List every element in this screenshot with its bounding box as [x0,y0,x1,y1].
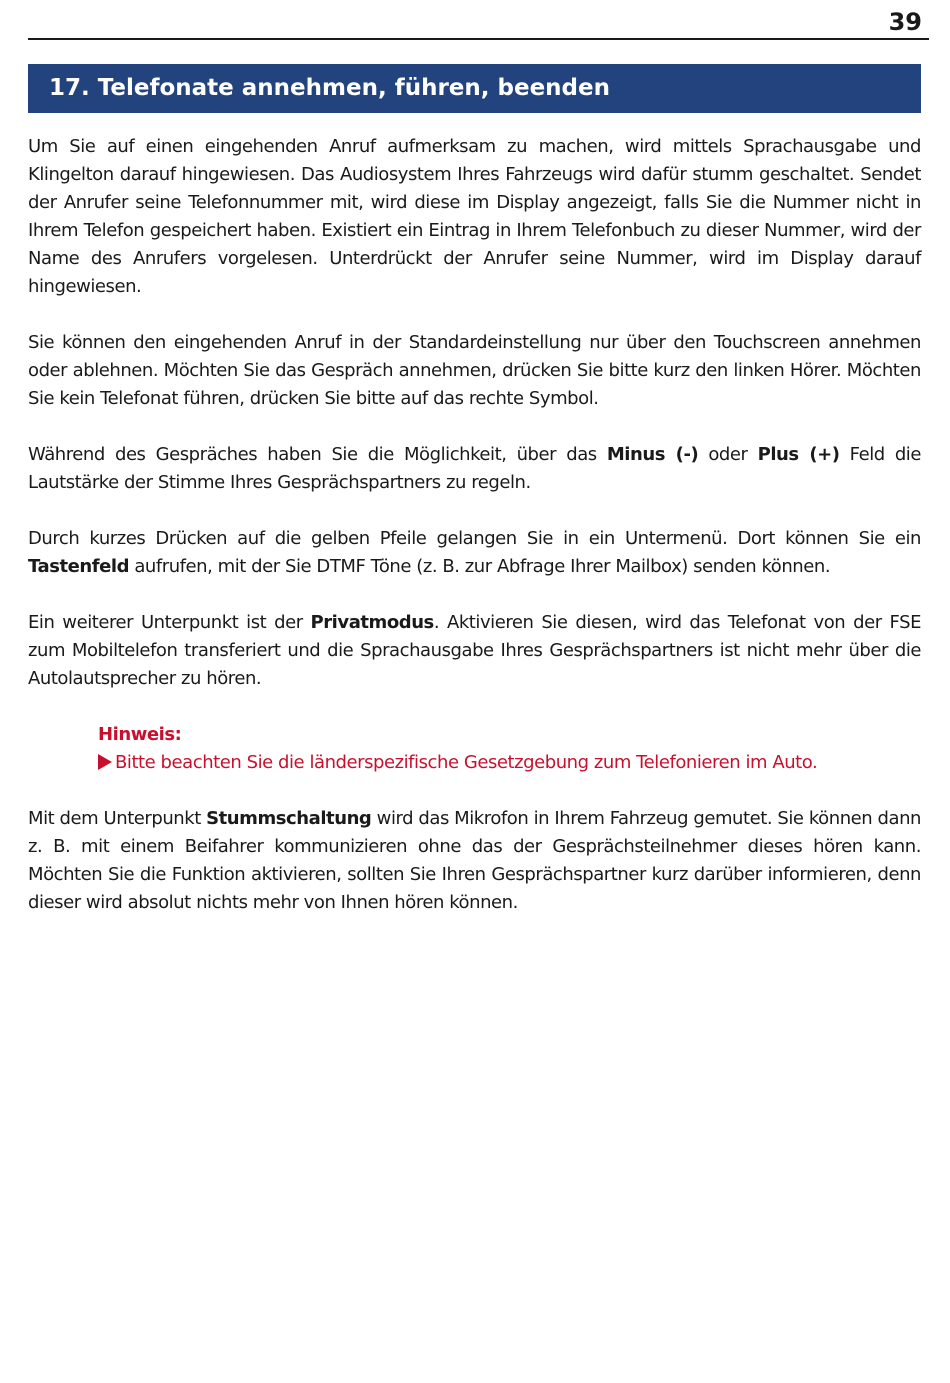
note-title: Hinweis: [98,724,182,745]
paragraph-mute [28,805,921,917]
paragraph-text: aufrufen, mit der Sie DTMF Töne (z. B. zur Abfrage Ihrer Mailbox) senden können. [129,556,831,577]
private-mode-term: Privatmodus [310,612,434,633]
arrow-right-icon [98,754,112,770]
paragraph-volume [28,441,921,497]
paragraph-text: Sie können den eingehenden Anruf in der Standardeinstellung nur über den Touchscreen annehmen oder ablehnen. Möchten Sie das Gespräch annehmen, drücken Sie bitte kurz den linken Hörer. Möchten Sie kein Telefonat führen, drücken Sie bitte auf das rechte Symbol. [28,332,921,409]
note-line [98,749,921,777]
paragraph-text: oder [698,444,758,465]
header-rule [28,38,929,40]
paragraph-submenu [28,525,921,581]
paragraph-incoming-call [28,133,921,301]
paragraph-text: Durch kurzes Drücken auf die gelben Pfeile gelangen Sie in ein Untermenü. Dort können Sie ein [28,528,921,549]
note-text: Bitte beachten Sie die länderspezifische Gesetzgebung zum Telefonieren im Auto. [115,752,818,773]
paragraph-text: wird das Mikrofon in Ihrem Fahrzeug gemutet. Sie können dann z. B. mit einem Beifahrer kommunizieren ohne das der Gesprächsteilnehmer dieses hören kann. Möchten Sie die Funktion aktivieren, sollten Sie Ihren Gesprächspartner kurz darüber informieren, denn dieser wird absolut nichts mehr von Ihnen hören können. [28,808,921,913]
plus-term: Plus (+) [757,444,840,465]
paragraph-text: Feld die Lautstärke der Stimme Ihres Gesprächspartners zu regeln. [28,444,921,493]
paragraph-accept-decline [28,329,921,413]
paragraph-text: . Aktivieren Sie diesen, wird das Telefonat von der FSE zum Mobiltelefon transferiert und die Sprachausgabe Ihres Gesprächspartners ist nicht mehr über die Autolautsprecher zu hören. [28,612,921,689]
page-number: 39 [888,8,922,36]
body-content [28,133,921,945]
note-box [98,721,921,777]
paragraph-text: Um Sie auf einen eingehenden Anruf aufmerksam zu machen, wird mittels Sprachausgabe und Klingelton darauf hingewiesen. Das Audiosystem Ihres Fahrzeugs wird dafür stumm geschaltet. Sendet der Anrufer seine Telefonnummer mit, wird diese im Display angezeigt, falls Sie die Nummer nicht in Ihrem Telefon gespeichert haben. Existiert ein Eintrag in Ihrem Telefonbuch zu dieser Nummer, wird der Name des Anrufers vorgelesen. Unterdrückt der Anrufer seine Nummer, wird im Display darauf hingewiesen. [28,136,921,297]
paragraph-private-mode [28,609,921,693]
minus-term: Minus (-) [606,444,699,465]
section-heading: 17. Telefonate annehmen, führen, beenden [28,64,921,113]
mute-term: Stummschaltung [206,808,372,829]
keypad-term: Tastenfeld [28,556,130,577]
paragraph-text: Ein weiterer Unterpunkt ist der [28,612,311,633]
paragraph-text: Mit dem Unterpunkt [28,808,207,829]
paragraph-text: Während des Gespräches haben Sie die Möglichkeit, über das [28,444,607,465]
